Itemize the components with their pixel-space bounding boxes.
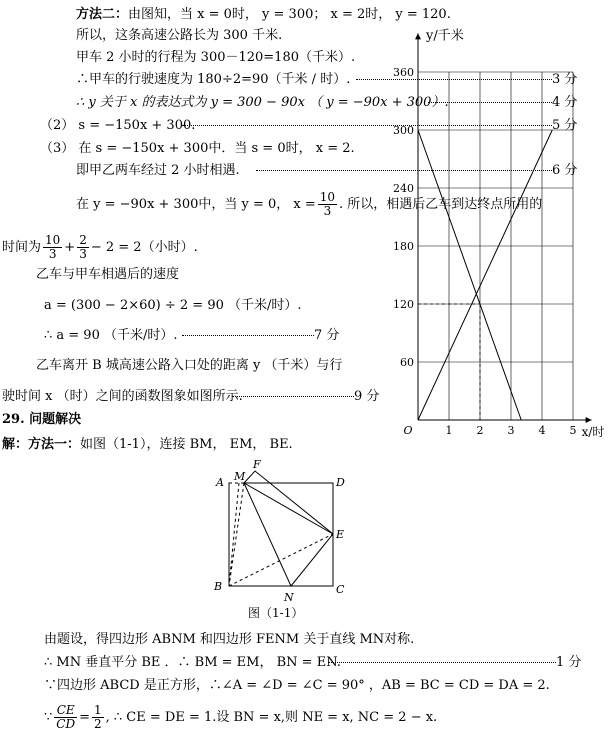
label-b: B <box>214 580 223 593</box>
segment-be <box>229 534 333 586</box>
score-line-19: 1 分 <box>328 654 581 672</box>
label-m: M <box>234 470 246 483</box>
x-tick-label: 4 <box>538 424 546 437</box>
line-12: a = (300 − 2×60) ÷ 2 = 90 （千米/时）. <box>44 298 302 313</box>
score-line-5: 4 分 <box>428 94 577 112</box>
line-13: ∴ a = 90 （千米/时）. <box>44 328 178 343</box>
line-11: 乙车与甲车相遇后的速度 <box>36 267 180 282</box>
y-axis-arrow <box>415 33 421 39</box>
x-axis-arrow <box>586 417 592 423</box>
label-e: E <box>336 528 345 541</box>
score-line-13: 7 分 <box>182 327 339 345</box>
y-axis-label: y/千米 <box>426 28 464 44</box>
y-tick-label: 360 <box>393 66 414 79</box>
line-7: （3） 在 s = −150x + 300中．当 s = 0时， x = 2. <box>40 141 355 156</box>
x-tick-label: 3 <box>507 424 515 437</box>
x-axis-label: x/时 <box>581 425 605 439</box>
line-6: （2） s = −150x + 300. <box>40 118 196 133</box>
label-a: A <box>216 476 224 489</box>
line-21: ∵ $\frac{CE}{CD}$ = $\frac{1}{2}$ , ∴ CE = DE = 1.设 BN = x,则 NE = x, NC = 2 − x. <box>44 703 438 731</box>
geometry-figure <box>206 458 356 608</box>
label-f: F <box>253 458 261 471</box>
fraction-10-3: $\frac{10}{3}$ <box>319 190 336 218</box>
score-line-6: 5 分 <box>182 117 577 135</box>
line-14: 乙车离开 B 城高速公路入口处的距离 y （千米）与行 <box>36 358 343 373</box>
segment-bm <box>229 483 244 586</box>
origin-label: O <box>403 424 413 437</box>
square-abcd <box>229 483 333 586</box>
line-5: ∴ y 关于 x 的表达式为 y = 300 − 90x （ y = −90x + 300）. <box>76 95 449 110</box>
line-9: 在 y = −90x + 300中，当 y = 0， x = $\frac{10}{3}$ . 所以，相遇后乙车到达终点所用的 <box>76 190 543 218</box>
score-line-4: 3 分 <box>356 71 577 89</box>
line-15: 驶时间 x （时）之间的函数图象如图所示. <box>2 389 243 404</box>
y-tick-label: 180 <box>393 240 414 253</box>
line-16-heading: 29. 问题解决 <box>2 412 82 427</box>
line-4: ∴甲车的行驶速度为 180÷2=90（千米 / 时）. <box>76 72 351 87</box>
segment-me <box>244 483 333 534</box>
x-tick-label: 5 <box>569 424 577 437</box>
x-tick-label: 2 <box>476 424 484 437</box>
line-8: 即甲乙两车经过 2 小时相遇. <box>76 163 240 178</box>
method-two-text: 由图知，当 x = 0时， y = 300； x = 2时， y = 120. <box>128 7 451 22</box>
label-d: D <box>336 476 345 489</box>
method-two-label: 方法二： <box>76 7 129 22</box>
line-3: 甲车 2 小时的行程为 300－120=180（千米）. <box>76 50 356 65</box>
line-10: 时间为 $\frac{10}{3}$ + $\frac{2}{3}$ − 2 = 2（小时）. <box>2 233 198 261</box>
y-tick-label: 60 <box>400 356 414 369</box>
line-18: 由题设，得四边形 ABNM 和四边形 FENM 关于直线 MN对称. <box>44 632 415 647</box>
line-17: 解：方法一：如图（1-1），连接 BM， EM， BE. <box>2 437 293 452</box>
y-tick-label: 240 <box>393 182 414 195</box>
x-tick-label: 1 <box>445 424 453 437</box>
score-line-15: 9 分 <box>232 388 379 406</box>
y-tick-label: 120 <box>393 298 414 311</box>
line-19: ∴ MN 垂直平分 BE ．∴ BM = EM， BN = EN. <box>44 655 341 670</box>
y-tick-label: 300 <box>393 124 414 137</box>
score-line-8: 6 分 <box>256 162 577 180</box>
line-20: ∵四边形 ABCD 是正方形，∴∠A = ∠D = ∠C = 90° ，AB = BC = CD = DA = 2. <box>44 678 550 693</box>
label-c: C <box>336 583 345 596</box>
label-n: N <box>284 591 294 604</box>
line-2: 所以，这条高速公路长为 300 千米. <box>76 28 283 43</box>
folded-quad-fenm <box>244 471 333 586</box>
line-method-two <box>76 6 451 24</box>
figure-caption: 图（1-1） <box>248 606 304 620</box>
